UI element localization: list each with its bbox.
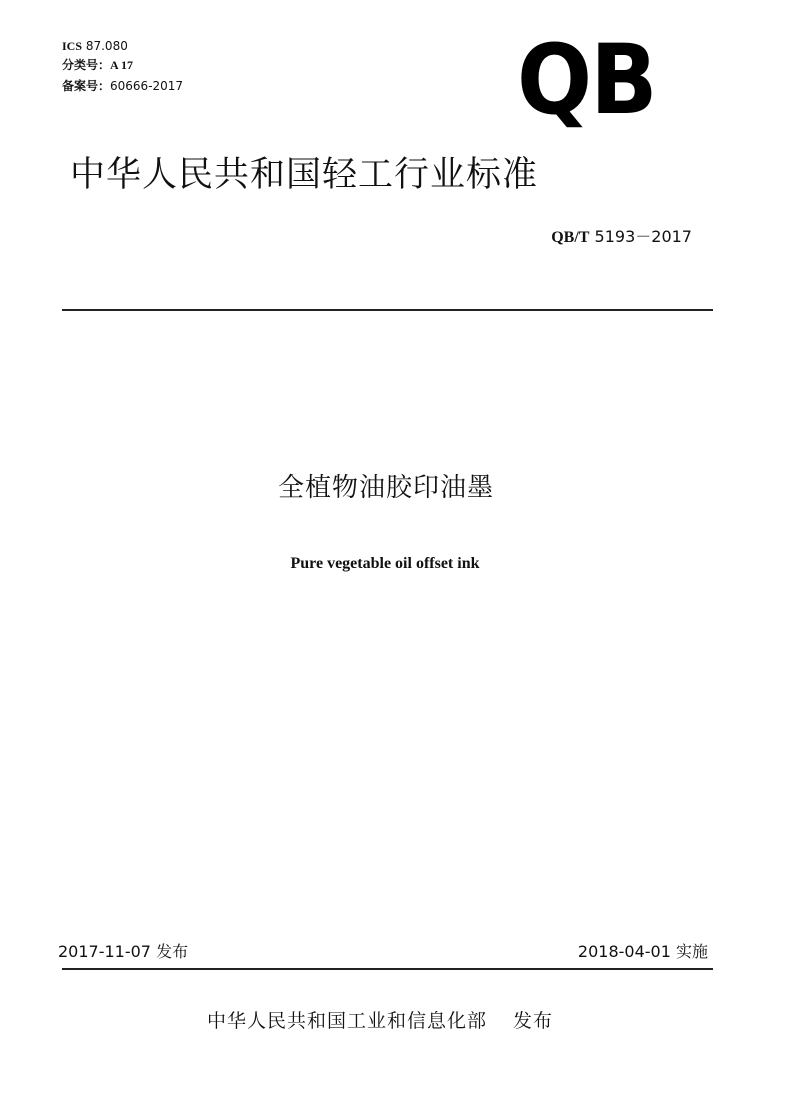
classification-value: A 17 <box>110 58 134 72</box>
record-value: 60666-2017 <box>110 79 184 93</box>
qb-logo: QB <box>517 24 656 136</box>
record-label: 备案号： <box>62 79 111 93</box>
top-divider <box>62 309 713 311</box>
issuer-name: 中华人民共和国工业和信息化部 <box>206 1010 487 1032</box>
document-title-cn: 全植物油胶印油墨 <box>277 473 494 503</box>
classification-line <box>62 58 133 72</box>
implementation-date: 2018-04-01 实施 <box>577 942 708 961</box>
record-line <box>62 79 183 93</box>
standard-code-number: 5193－2017 <box>594 227 692 246</box>
bottom-divider <box>62 968 713 970</box>
ics-line <box>62 39 128 53</box>
issuer <box>0 1008 760 1034</box>
standard-code <box>551 227 692 248</box>
ics-value: 87.080 <box>85 39 128 53</box>
document-title-en: Pure vegetable oil offset ink <box>290 555 480 572</box>
standard-title: 中华人民共和国轻工行业标准 <box>70 155 539 195</box>
issuer-action: 发布 <box>513 1010 554 1032</box>
standard-code-prefix: QB/T <box>551 229 590 246</box>
issue-date: 2017-11-07 发布 <box>58 942 189 961</box>
ics-label: ICS <box>62 39 83 53</box>
classification-label: 分类号： <box>62 58 111 72</box>
